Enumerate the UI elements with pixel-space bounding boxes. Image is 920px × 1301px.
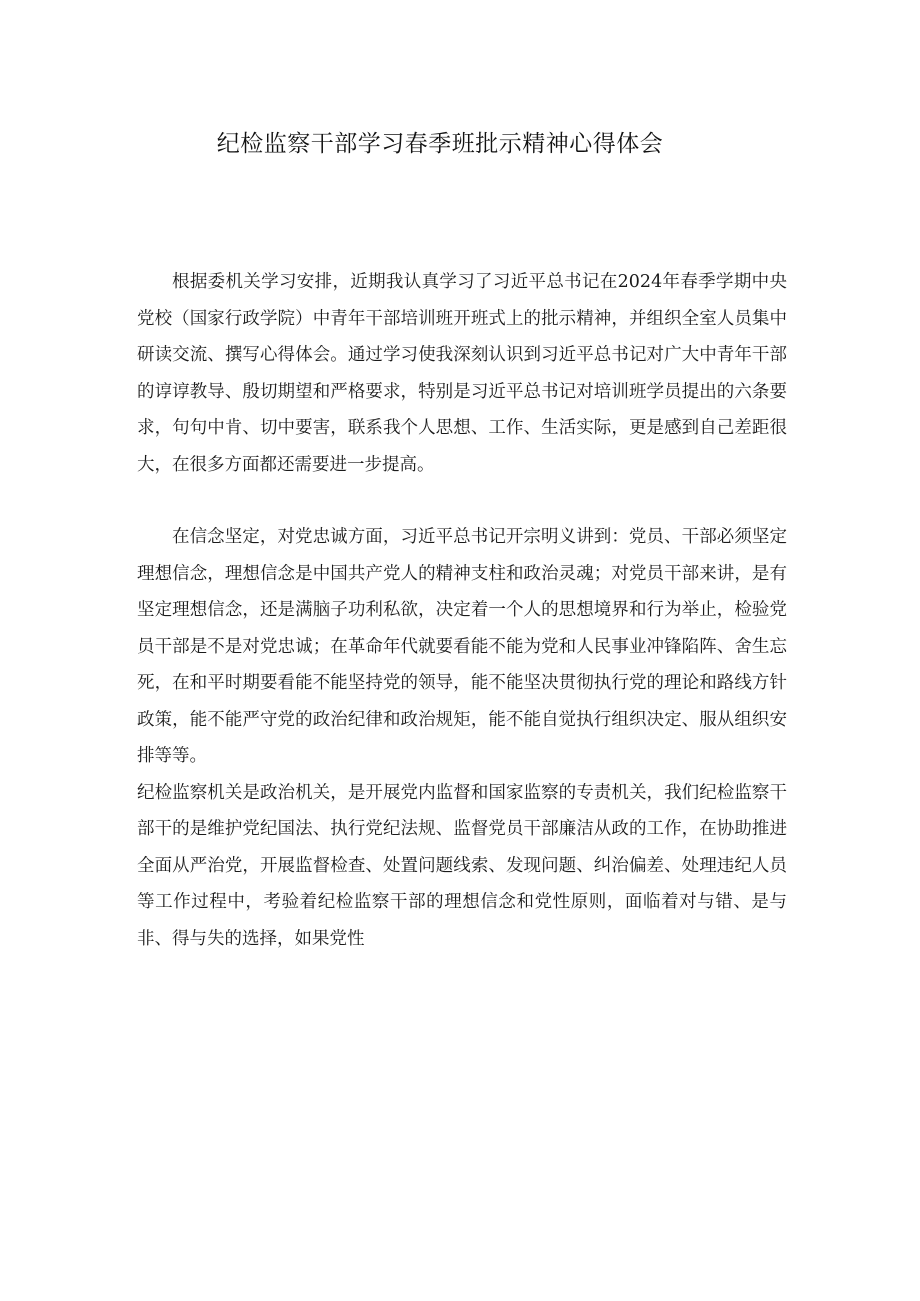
document-body [137, 264, 787, 957]
paragraph-3: 纪检监察机关是政治机关，是开展党内监督和国家监察的专责机关，我们纪检监察干部干的是维护党纪国法、执行党纪法规、监督党员干部廉洁从政的工作，在协助推进全面从严治党，开展监督检查、处置问题线索、发现问题、纠治偏差、处理违纪人员等工作过程中，考验着纪检监察干部的理想信念和党性原则，面临着对与错、是与非、得与失的选择，如果党性 [137, 782, 787, 949]
paragraph-1: 根据委机关学习安排，近期我认真学习了习近平总书记在2024年春季学期中央党校（国家行政学院）中青年干部培训班开班式上的批示精神，并组织全室人员集中研读交流、撰写心得体会。通过学习使我深刻认识到习近平总书记对广大中青年干部的谆谆教导、殷切期望和严格要求，特别是习近平总书记对培训班学员提出的六条要求，句句中肯、切中要害，联系我个人思想、工作、生活实际，更是感到自己差距很大，在很多方面都还需要进一步提高。 [137, 272, 787, 475]
document-title: 纪检监察干部学习春季班批示精神心得体会 [216, 131, 664, 157]
paragraph-2: 在信念坚定，对党忠诚方面，习近平总书记开宗明义讲到：党员、干部必须坚定理想信念，理想信念是中国共产党人的精神支柱和政治灵魂；对党员干部来讲，是有坚定理想信念，还是满脑子功利私欲，决定着一个人的思想境界和行为举止，检验党员干部是不是对党忠诚；在革命年代就要看能不能为党和人民事业冲锋陷阵、舍生忘死，在和平时期要看能不能坚持党的领导，能不能坚决贯彻执行党的理论和路线方针政策，能不能严守党的政治纪律和政治规矩，能不能自觉执行组织决定、服从组织安排等等。 [137, 527, 787, 766]
